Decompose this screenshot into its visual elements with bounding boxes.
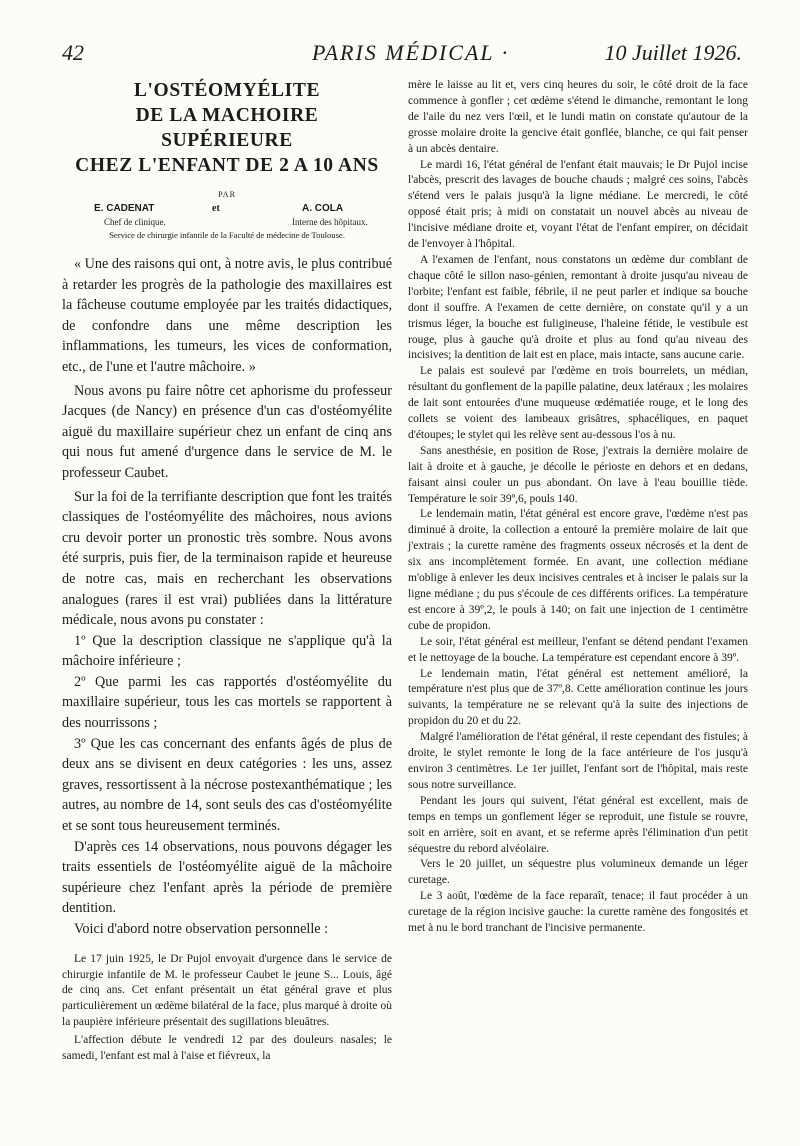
observation-paragraph: Le lendemain matin, l'état général est encore grave, l'œdème n'est pas diminué à droite, la collection a entouré la première molaire de lait que j'extrais ; la curette ramène des fragments osseux nécrosés et la dent de six ans incomplètement formée. En avant, une collection médiane m'oblige à enlever les deux incisives centrales et à inciser le palais sur la ligne médiane ; du pus s'écoule de ces différents orifices. La température est encore à 39º,2, le pouls à 140; on fait une injection de 1 centimètre cube de propidon.	[408, 508, 748, 632]
journal-title: PARIS MÉDICAL ·	[312, 40, 510, 65]
observation-paragraph: mère le laisse au lit et, vers cinq heures du soir, le côté droit de la face commence à gonfler ; cet œdème s'étend le dimanche, remontant le long de l'aile du nez vers l'œil, et le lundi matin on constate qu'autour de la grosse molaire droite la gencive était gonflée, blanche, ce qui fait penser à un abcès dentaire.	[408, 79, 748, 155]
right-column	[408, 78, 748, 937]
page-header	[62, 40, 742, 70]
observation-paragraph: Malgré l'amélioration de l'état général, il reste cependant des fistules; à droite, le stylet remonte le long de la face antérieure de l'os jusqu'à environ 3 centimètres. Le 1er juillet, l'enfant sort de l'hôpital, mais reste sous notre surveillance.	[408, 731, 748, 791]
observation-paragraph: Le mardi 16, l'état général de l'enfant était mauvais; le Dr Pujol incise l'abcès, prescrit des lavages de bouche chauds ; malgré ces soins, l'abcès s'étend vers le palais jusqu'à la ligne médiane. Le mercredi, le côté opposé était pris; à midi on constatait un nouvel abcès au niveau de l'incisive médiane droite et, voyant l'état de l'enfant empirer, on décidait de l'envoyer à l'hôpital.	[408, 158, 748, 251]
conclusion-item-1: 1º Que la description classique ne s'applique qu'à la mâchoire inférieure ;	[62, 632, 392, 670]
observation-text	[62, 952, 392, 1065]
par-label: PAR	[218, 190, 236, 199]
observation-paragraph: Le lendemain matin, l'état général est nettement amélioré, la température n'est plus que de 37º,8. Cette amélioration continue les jours suivants, la température ne se relevant qu'à la suite des injections de propidon du 20 et du 22.	[408, 667, 748, 728]
intro-text	[62, 254, 392, 940]
observation-paragraph: L'affection débute le vendredi 12 par des douleurs nasales; le samedi, l'enfant est mal à l'aise et fiévreux, la	[62, 1034, 392, 1063]
body-paragraph: Sur la foi de la terrifiante description que font les traités classiques de l'ostéomyélite des mâchoires, nous avions cru devoir porter un pronostic très sombre. Nous avons été surpris, puis fier, de la terminaison rapide et heureuse de notre cas, mais en recherchant les observations analogues (rares il est vrai) publiées dans la littérature médicale, nous avons pu constater :	[62, 488, 392, 629]
authors	[62, 203, 392, 217]
conclusion-item-3: 3º Que les cas concernant des enfants âgés de plus de deux ans se divisent en deux catégories : les uns, assez graves, ressortissent à la nécrose postexanthématique ; les autres, au nombre de 14, sont seuls des cas d'ostéomyélite et se sont tous heureusement terminés.	[62, 735, 392, 835]
conclusion-item-2: 2º Que parmi les cas rapportés d'ostéomyélite du maxillaire supérieur, tous les cas mortels se rapportent à des nourrissons ;	[62, 673, 392, 732]
author-cadenat: E. CADENAT	[94, 203, 155, 214]
affiliation-cola: Interne des hôpitaux.	[292, 217, 368, 227]
issue-date: 10 Juillet 1926.	[604, 40, 742, 65]
quote-paragraph: « Une des raisons qui ont, à notre avis, le plus contribué à retarder les progrès de la pathologie des maxillaires est la fâcheuse coutume employée par les traités didactiques, de confondre dans une même description les inflammations, les tumeurs, les vices de conformation, etc., de l'une et l'autre mâchoire. »	[62, 256, 392, 375]
observation-paragraph: Le palais est soulevé par l'œdème en trois bourrelets, un médian, résultant du gonflement de la papille palatine, deux latéraux ; les molaires de lait sont entourées d'une muqueuse œdématiée rouge, et le long des collets se voient des lambeaux grisâtres, sphacéliques, en paquet d'étoupes; le stylet qui les relève sent au-dessous l'os à nu.	[408, 365, 748, 441]
affiliations	[62, 217, 392, 229]
author-conjunction: et	[212, 203, 220, 214]
body-paragraph: Voici d'abord notre observation personnelle :	[74, 921, 329, 937]
observation-paragraph: Le 17 juin 1925, le Dr Pujol envoyait d'urgence dans le service de chirurgie infantile de M. le professeur Caubet le jeune S... Louis, âgé de cinq ans. Cet enfant présentait un état général grave et plus particulièrement un œdème bilatéral de la face, plus marqué à droite où la paupière inférieure présentait des sugillations bleuâtres.	[62, 952, 392, 1029]
title-line: DE LA MACHOIRE	[135, 105, 319, 126]
observation-paragraph: Pendant les jours qui suivent, l'état général est excellent, mais de temps en temps un gonflement léger se reproduit, une fistule se rouvre, soit en arrière, soit en avant, et se referme après l'élimination d'un petit séquestre du rebord alvéolaire.	[408, 794, 748, 855]
observation-paragraph: Sans anesthésie, en position de Rose, j'extrais la dernière molaire de lait à droite et à gauche, je décolle le périoste en dehors et en dedans, faisant ainsi couler un pus abondant. On lave à l'eau bouillie tiède. Température le soir 39º,6, pouls 140.	[408, 444, 748, 505]
observation-paragraph: Le 3 août, l'œdème de la face reparaît, tenace; il faut procéder à un curetage de la région incisive gauche: la curette ramène des fongosités et met à nu le bord tranchant de l'incisive permanente.	[408, 890, 748, 935]
title-line: CHEZ L'ENFANT DE 2 A 10 ANS	[75, 155, 379, 176]
title-line: L'OSTÉOMYÉLITE	[133, 80, 321, 101]
article-title	[62, 78, 392, 178]
observation-paragraph: Vers le 20 juillet, un séquestre plus volumineux demande un léger curetage.	[408, 858, 748, 887]
observation-paragraph: A l'examen de l'enfant, nous constatons un œdème dur comblant de chaque côté le sillon naso-génien, remontant à droite jusqu'au niveau de l'orbite; l'enfant est faible, fébrile, il ne peut parler et indique sa bouche dont il souffre. A l'examen de cette dernière, on constate qu'il y a un trismus léger, la bouche est fuligineuse, l'haleine fétide, le vestibule est rouge, plus à gauche qu'à droite et plus au fond qu'au niveau des incisives; la dentition de lait est en place, mais intacte, sans aucune carie.	[408, 253, 748, 362]
observation-paragraph: Le soir, l'état général est meilleur, l'enfant se détend pendant l'examen et le nettoyage de la bouche. La température est cependant encore à 39º.	[408, 635, 748, 664]
left-column	[62, 78, 392, 1065]
page-number: 42	[62, 40, 84, 65]
author-cola: A. COLA	[302, 203, 344, 214]
title-line: SUPÉRIEURE	[161, 130, 293, 151]
affiliation-cadenat: Chef de clinique.	[104, 217, 166, 227]
body-paragraph: D'après ces 14 observations, nous pouvons dégager les traits essentiels de l'ostéomyélite aiguë de la mâchoire supérieure chez l'enfant après la période de première dentition.	[62, 838, 392, 917]
body-paragraph: Nous avons pu faire nôtre cet aphorisme du professeur Jacques (de Nancy) en présence d'un cas d'ostéomyélite aiguë du maxillaire supérieur chez un enfant de cinq ans qui nous fut amené d'urgence dans le service de M. le professeur Caubet.	[62, 382, 392, 481]
service-affiliation: Service de chirurgie infantile de la Faculté de médecine de Toulouse.	[109, 230, 345, 240]
